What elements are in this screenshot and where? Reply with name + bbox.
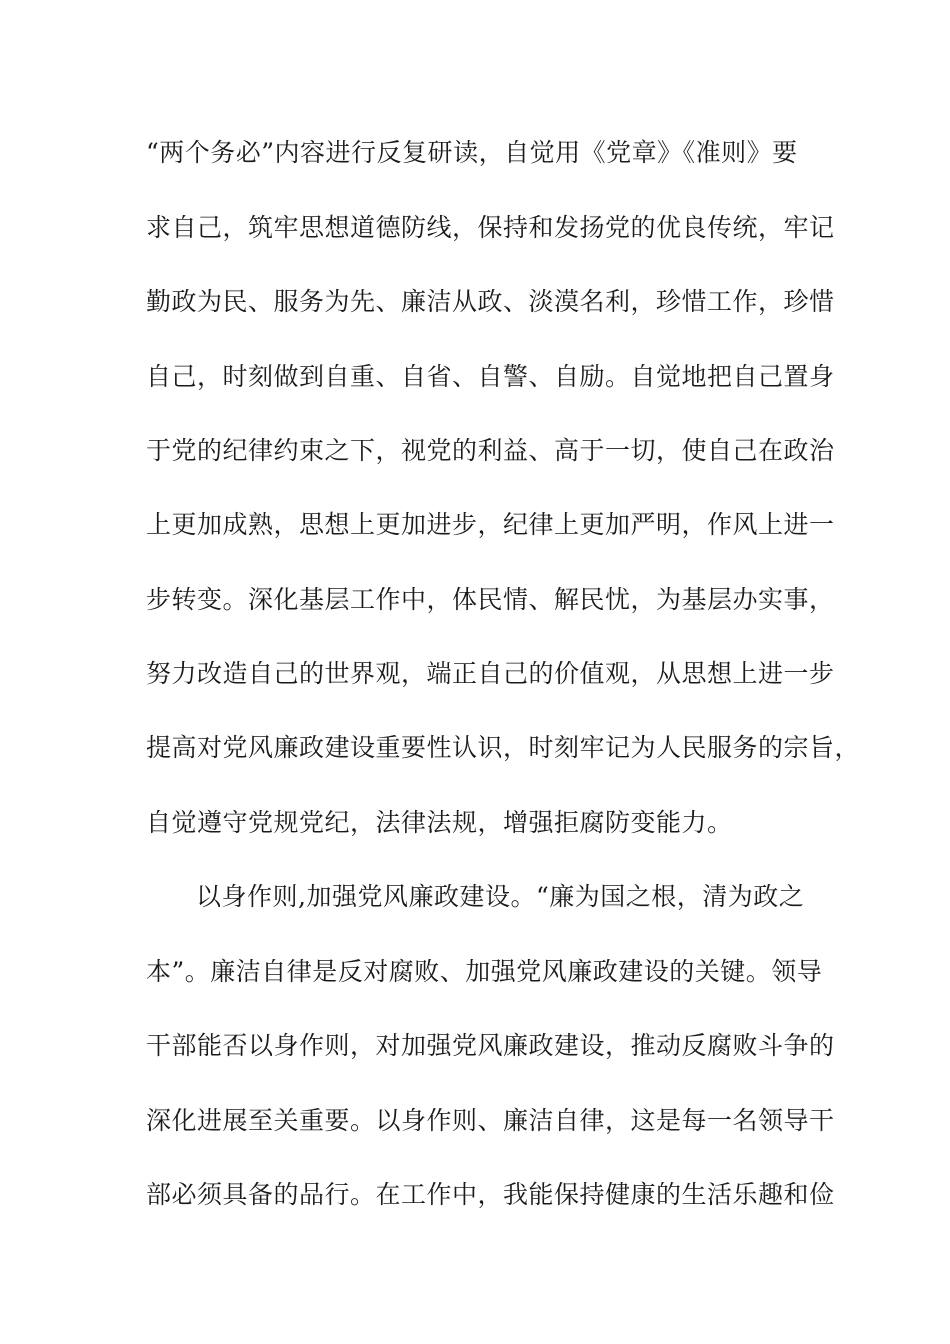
text-line: 于党的纪律约束之下，视党的利益、高于一切，使自己在政治 (146, 436, 835, 465)
text-line: 深化进展至关重要。以身作则、廉洁自律，这是每一名领导干 (146, 1106, 835, 1135)
text-line: 步转变。深化基层工作中，体民情、解民忧，为基层办实事， (146, 585, 835, 614)
text-line: 自己，时刻做到自重、自省、自警、自励。自觉地把自己置身 (146, 362, 835, 391)
text-line: 上更加成熟，思想上更加进步，纪律上更加严明，作风上进一 (146, 510, 835, 539)
text-line: 提高对党风廉政建设重要性认识，时刻牢记为人民服务的宗旨， (146, 733, 861, 762)
text-line: “两个务必”内容进行反复研读，自觉用《党章》《准则》要 (146, 138, 798, 167)
text-line: 勤政为民、服务为先、廉洁从政、淡漠名利，珍惜工作，珍惜 (146, 287, 835, 316)
text-line: 努力改造自己的世界观，端正自己的价值观，从思想上进一步 (146, 659, 835, 688)
text-line: 本”。廉洁自律是反对腐败、加强党风廉政建设的关键。领导 (146, 957, 823, 986)
paragraph-first-line: 以身作则,加强党风廉政建设。“廉为国之根，清为政之 (196, 882, 805, 911)
text-line: 干部能否以身作则，对加强党风廉政建设，推动反腐败斗争的 (146, 1031, 835, 1060)
text-line: 部必须具备的品行。在工作中，我能保持健康的生活乐趣和俭 (146, 1180, 835, 1209)
text-line: 求自己，筑牢思想道德防线，保持和发扬党的优良传统，牢记 (146, 213, 835, 242)
text-line: 自觉遵守党规党纪，法律法规，增强拒腐防变能力。 (146, 808, 733, 837)
